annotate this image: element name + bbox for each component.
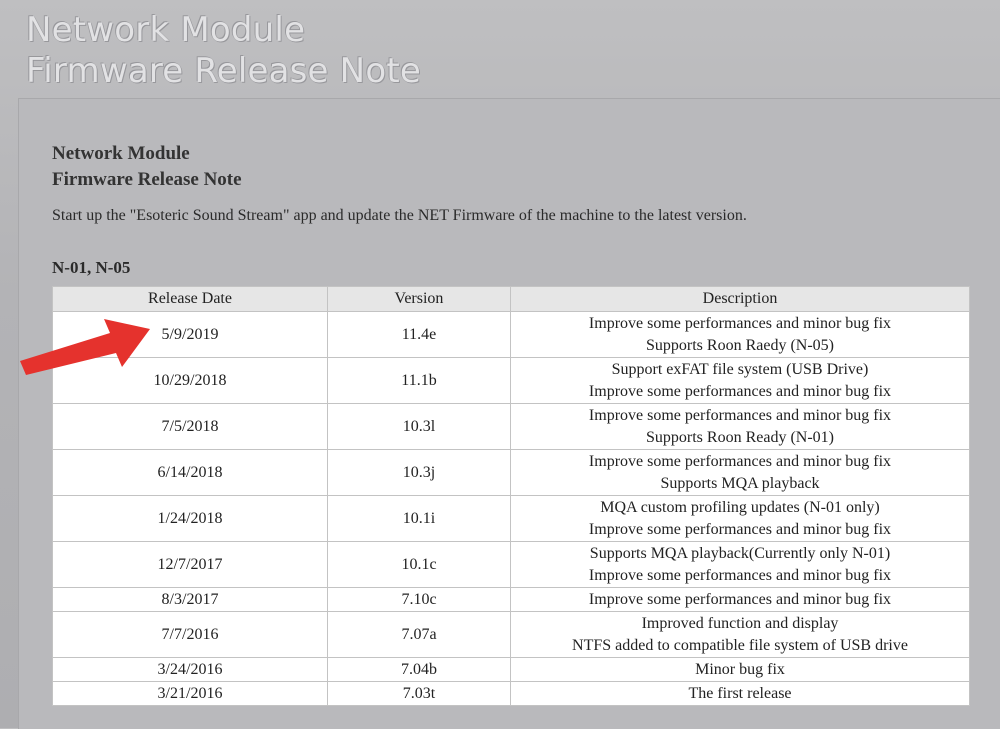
description-line: Improve some performances and minor bug fix: [588, 590, 892, 608]
version-cell: 10.3l: [328, 404, 511, 450]
description-cell: [511, 450, 970, 496]
description-line: Improve some performances and minor bug fix: [588, 520, 892, 538]
banner-line-2: Firmware Release Note: [26, 51, 421, 91]
version-cell: 10.3j: [328, 450, 511, 496]
release-date-cell: 5/9/2019: [53, 312, 328, 358]
description-line: The first release: [688, 684, 792, 702]
table-row: [53, 658, 970, 682]
version-cell: 7.03t: [328, 682, 511, 706]
release-date-cell: 12/7/2017: [53, 542, 328, 588]
description-cell: [511, 542, 970, 588]
description-line: Improve some performances and minor bug fix: [588, 566, 892, 584]
description-cell: [511, 588, 970, 612]
description-line: Improve some performances and minor bug fix: [588, 406, 892, 424]
description-line: Minor bug fix: [695, 660, 785, 678]
description-line: Improved function and display: [641, 614, 839, 632]
version-cell: 7.10c: [328, 588, 511, 612]
red-arrow-icon: [18, 315, 153, 375]
description-cell: [511, 612, 970, 658]
table-row: [53, 588, 970, 612]
description-line: Supports MQA playback(Currently only N-01): [589, 544, 891, 562]
firmware-table: [52, 286, 970, 706]
version-cell: 10.1i: [328, 496, 511, 542]
page-banner-title: [26, 10, 421, 92]
version-cell: 10.1c: [328, 542, 511, 588]
table-row: [53, 612, 970, 658]
firmware-table-body: [53, 312, 970, 706]
version-cell: 11.4e: [328, 312, 511, 358]
table-row: [53, 404, 970, 450]
column-header-description: Description: [511, 287, 970, 312]
description-line: Supports Roon Raedy (N-05): [646, 336, 834, 354]
description-cell: [511, 658, 970, 682]
column-header-version: Version: [328, 287, 511, 312]
description-cell: [511, 496, 970, 542]
table-row: [53, 358, 970, 404]
description-line: Improve some performances and minor bug fix: [588, 382, 892, 400]
description-line: Support exFAT file system (USB Drive): [611, 360, 869, 378]
table-row: [53, 312, 970, 358]
description-cell: [511, 682, 970, 706]
note-heading: [52, 141, 242, 193]
release-date-cell: 10/29/2018: [53, 358, 328, 404]
column-header-release-date: Release Date: [53, 287, 328, 312]
release-date-cell: 6/14/2018: [53, 450, 328, 496]
release-date-cell: 8/3/2017: [53, 588, 328, 612]
note-heading-line-1: Network Module: [52, 143, 190, 164]
version-cell: 7.04b: [328, 658, 511, 682]
description-line: NTFS added to compatible file system of USB drive: [572, 636, 908, 654]
description-cell: [511, 404, 970, 450]
description-line: Supports MQA playback: [660, 474, 820, 492]
version-cell: 11.1b: [328, 358, 511, 404]
note-heading-line-2: Firmware Release Note: [52, 169, 242, 190]
description-cell: [511, 312, 970, 358]
description-line: Supports Roon Ready (N-01): [646, 428, 834, 446]
release-date-cell: 3/21/2016: [53, 682, 328, 706]
description-cell: [511, 358, 970, 404]
banner-line-1: Network Module: [26, 10, 306, 50]
model-label: N-01, N-05: [52, 258, 131, 277]
table-row: [53, 682, 970, 706]
table-row: [53, 542, 970, 588]
table-row: [53, 450, 970, 496]
intro-text: Start up the "Esoteric Sound Stream" app and update the NET Firmware of the machine to the latest version.: [52, 207, 747, 224]
release-date-cell: 1/24/2018: [53, 496, 328, 542]
description-line: Improve some performances and minor bug fix: [588, 452, 892, 470]
release-date-cell: 3/24/2016: [53, 658, 328, 682]
version-cell: 7.07a: [328, 612, 511, 658]
release-date-cell: 7/5/2018: [53, 404, 328, 450]
release-date-cell: 7/7/2016: [53, 612, 328, 658]
table-header-row: [53, 287, 970, 312]
table-row: [53, 496, 970, 542]
description-line: Improve some performances and minor bug fix: [588, 314, 892, 332]
description-line: MQA custom profiling updates (N-01 only): [600, 498, 880, 516]
